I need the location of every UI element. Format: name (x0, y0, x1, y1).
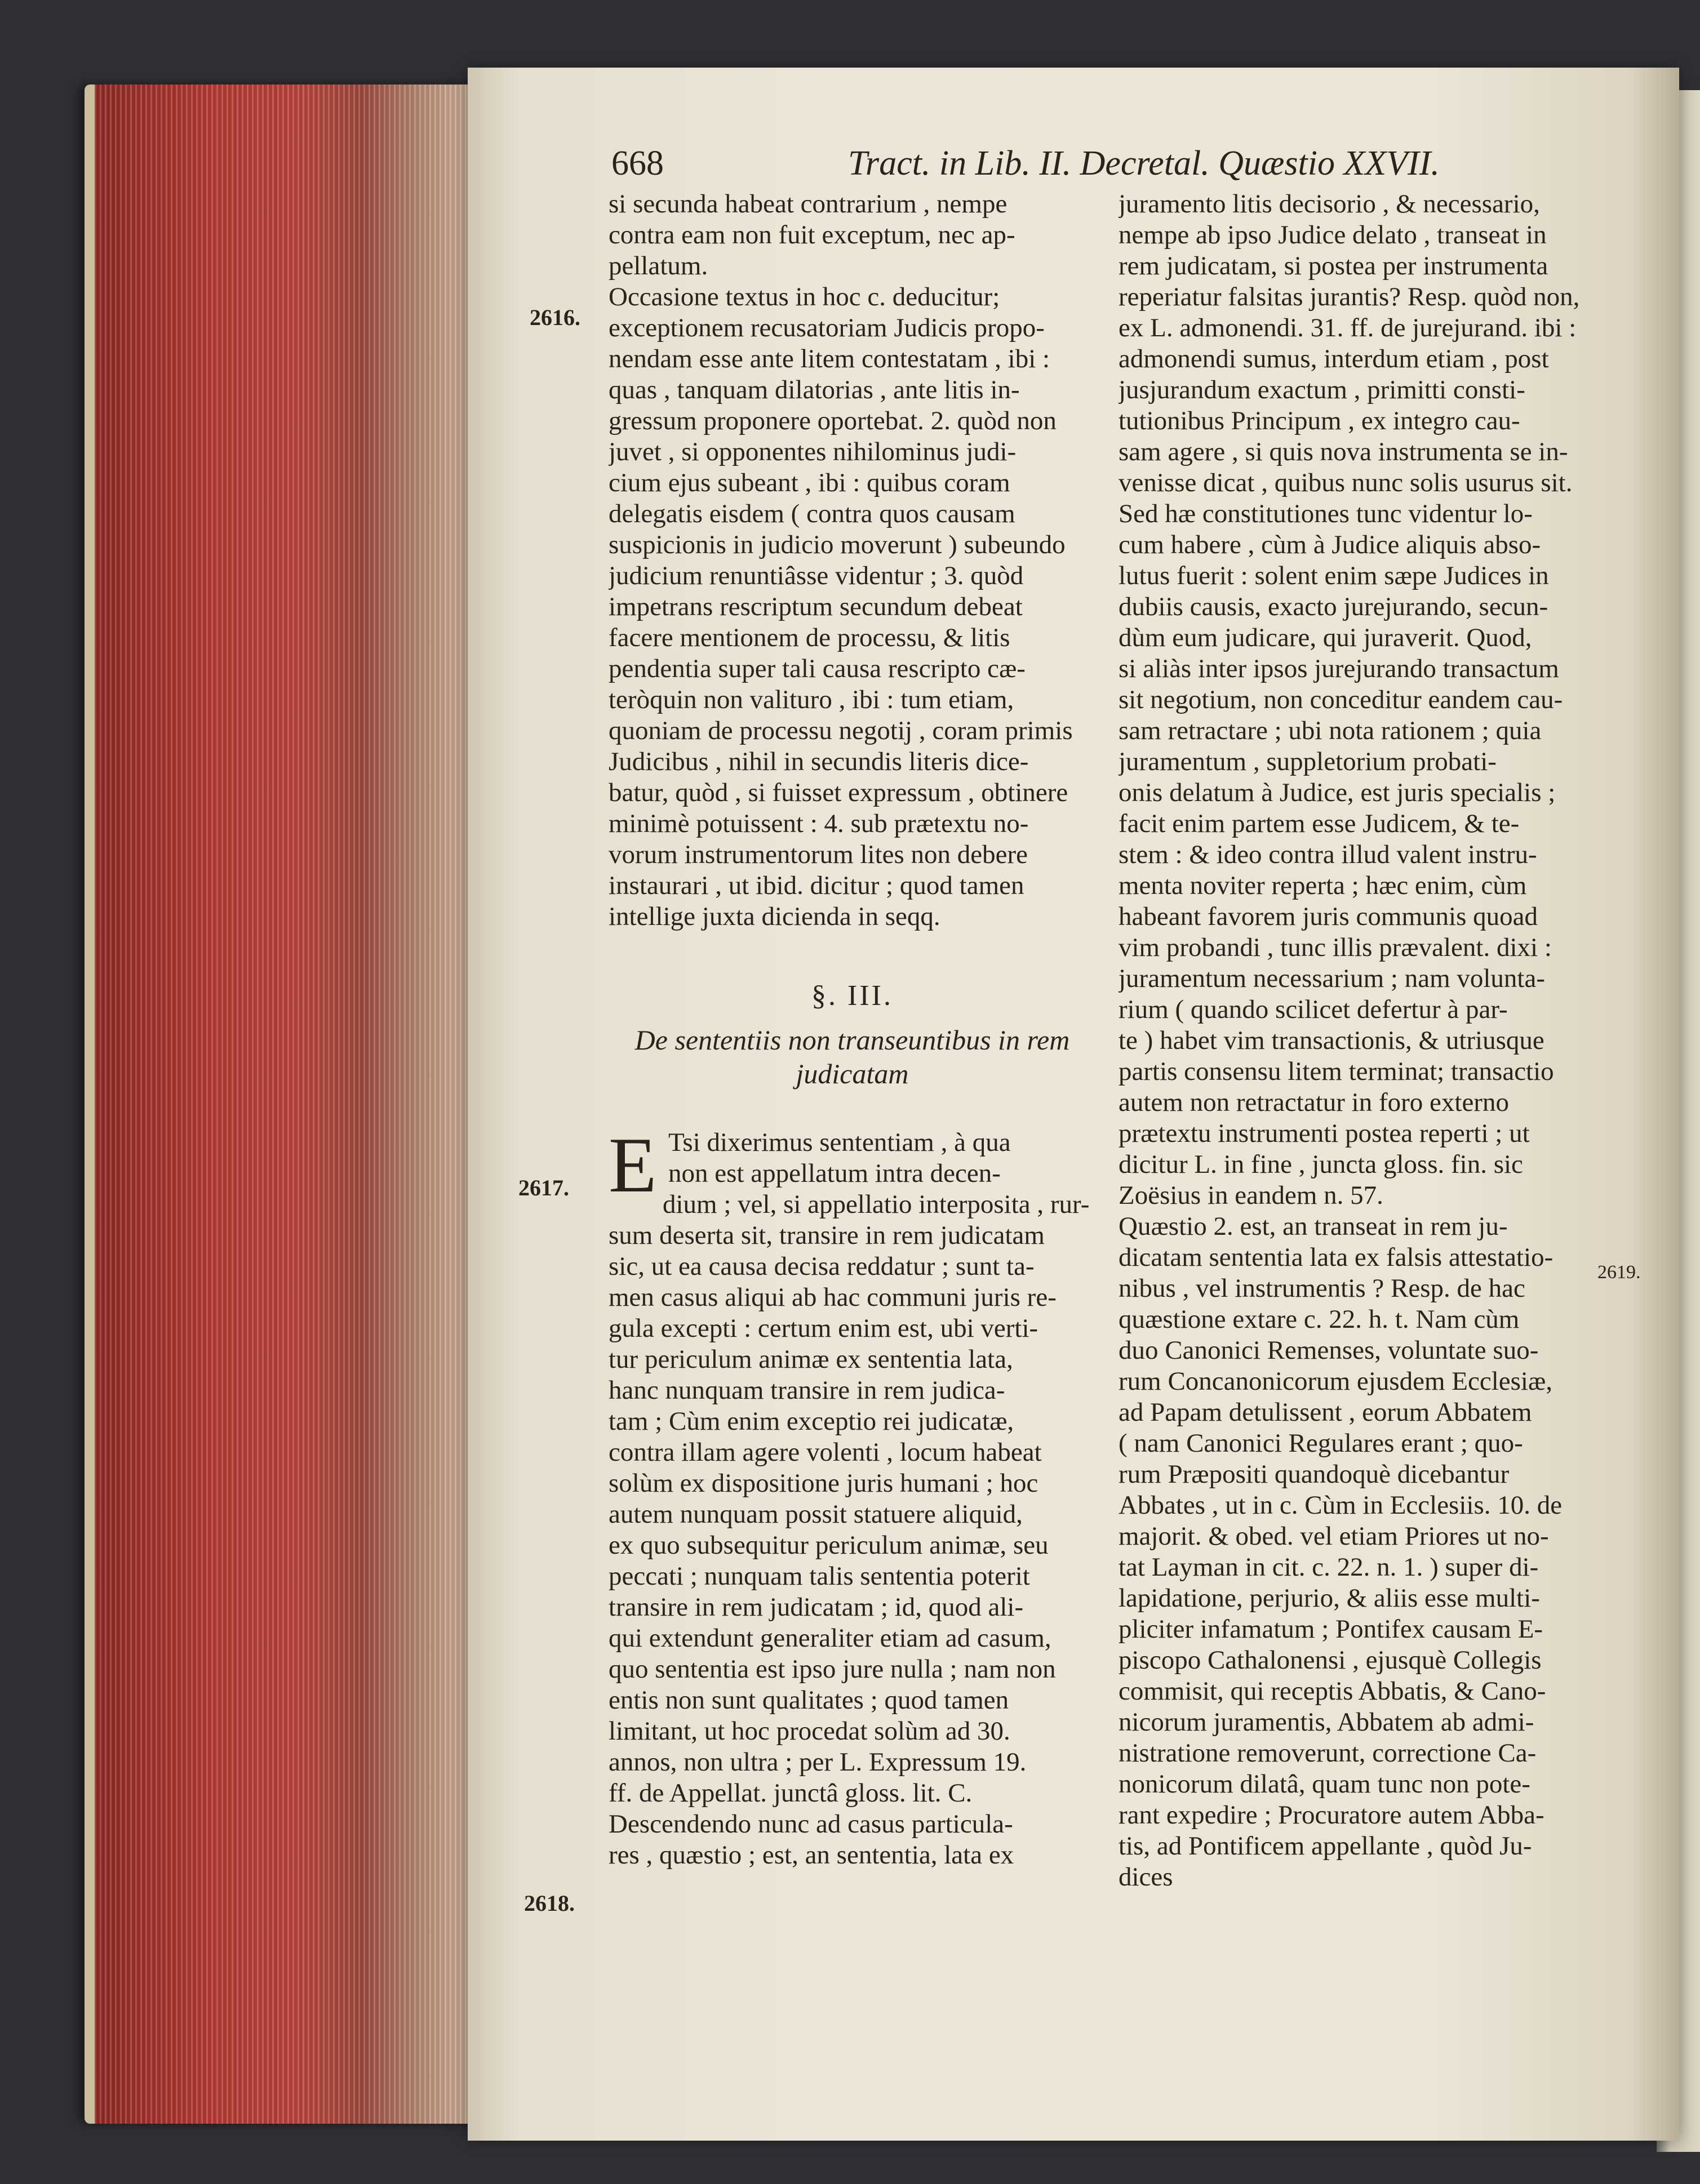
paragraph-with-dropcap (609, 1122, 1096, 1871)
margin-number-2616: 2616. (530, 305, 580, 330)
text-line: nonicorum dilatâ, quam tunc non pote- (1118, 1769, 1530, 1799)
text-line: sit negotium, non conceditur eandem cau- (1118, 685, 1563, 714)
text-line: sam retractare ; ubi nota rationem ; quia (1118, 716, 1542, 745)
text-line: rant expedire ; Procuratore autem Abba- (1118, 1800, 1544, 1830)
text-line: impetrans rescriptum secundum debeat (609, 592, 1023, 621)
text-line: Sed hæ constitutiones tunc videntur lo- (1118, 499, 1533, 528)
text-line: intellige juxta dicienda in seqq. (609, 902, 940, 931)
text-line: ex quo subsequitur periculum animæ, seu (609, 1531, 1049, 1560)
text-line: contra eam non fuit exceptum, nec ap- (609, 220, 1015, 250)
text-line: suspicionis in judicio moverunt ) subeundo (609, 530, 1066, 559)
text-line: batur, quòd , si fuisset expressum , obtinere (609, 778, 1068, 807)
right-column-text (1118, 189, 1586, 1893)
text-line: menta noviter reperta ; hæc enim, cùm (1118, 871, 1527, 900)
margin-number-2617: 2617. (518, 1175, 569, 1200)
running-head (611, 144, 1440, 189)
text-line: onis delatum à Judice, est juris specialis ; (1118, 778, 1556, 807)
text-line: nicorum juramentis, Abbatem ab admi- (1118, 1707, 1534, 1737)
text-line: quæstione extare c. 22. h. t. Nam cùm (1118, 1305, 1520, 1334)
text-line: jusjurandum exactum , primitti consti- (1118, 375, 1525, 404)
text-line: Judicibus , nihil in secundis literis dice- (609, 747, 1029, 776)
text-line: hanc nunquam transire in rem judica- (609, 1376, 1005, 1405)
page-fore-edge (85, 84, 478, 2124)
margin-number-2618: 2618. (524, 1891, 575, 1916)
text-line: tat Layman in cit. c. 22. n. 1. ) super di- (1118, 1553, 1539, 1582)
text-line: Quæstio 2. est, an transeat in rem ju- (1118, 1212, 1508, 1241)
text-line: autem nunquam possit statuere aliquid, (609, 1500, 1023, 1529)
text-line: sum deserta sit, transire in rem judicatam (609, 1221, 1045, 1250)
text-line: teròquin non valituro , ibi : tum etiam, (609, 685, 1014, 714)
text-line: tis, ad Pontificem appellante , quòd Ju- (1118, 1831, 1532, 1861)
text-line: reperiatur falsitas jurantis? Resp. quòd non, (1118, 282, 1580, 312)
text-line: vorum instrumentorum lites non debere (609, 840, 1028, 869)
text-line: sam agere , si quis nova instrumenta se in- (1118, 437, 1568, 466)
text-line: judicium renuntiâsse videntur ; 3. quòd (609, 561, 1024, 590)
text-line: nendam esse ante litem contestatam , ibi : (609, 344, 1050, 373)
text-line: ff. de Appellat. junctâ gloss. lit. C. (609, 1778, 973, 1808)
text-line: cum habere , cùm à Judice aliquis abso- (1118, 530, 1541, 559)
text-line: juramento litis decisorio , & necessario, (1118, 189, 1540, 219)
text-line: gula excepti : certum enim est, ubi verti- (609, 1314, 1038, 1343)
text-line: venisse dicat , quibus nunc solis usurus sit. (1118, 468, 1573, 497)
text-line: partis consensu litem terminat; transactio (1118, 1057, 1554, 1086)
text-line: rium ( quando scilicet defertur à par- (1118, 995, 1508, 1024)
text-line: ad Papam detulissent , eorum Abbatem (1118, 1398, 1532, 1427)
text-line: si aliàs inter ipsos jurejurando transactum (1118, 654, 1559, 683)
text-line: men casus aliqui ab hac communi juris re- (609, 1283, 1057, 1312)
text-line: quas , tanquam dilatorias , ante litis in- (609, 375, 1020, 404)
text-line: quo sententia est ipso jure nulla ; nam non (609, 1654, 1056, 1684)
text-line: facit enim partem esse Judicem, & te- (1118, 809, 1520, 838)
text-line: dices (1118, 1862, 1173, 1892)
text-line: Zoësius in eandem n. 57. (1118, 1181, 1383, 1210)
text-line: annos, non ultra ; per L. Expressum 19. (609, 1747, 1027, 1777)
text-line: tam ; Cùm enim exceptio rei judicatæ, (609, 1407, 1014, 1436)
margin-number-2619: 2619. (1597, 1262, 1641, 1283)
text-line: solùm ex dispositione juris humani ; hoc (609, 1469, 1038, 1498)
text-line: instaurari , ut ibid. dicitur ; quod tamen (609, 871, 1024, 900)
left-column (609, 189, 1096, 1871)
text-line: dicitur L. in fine , juncta gloss. fin. sic (1118, 1150, 1523, 1179)
text-line: Descendendo nunc ad casus particula- (609, 1809, 1013, 1839)
text-line: facere mentionem de processu, & litis (609, 623, 1010, 652)
section-number: §. III. (811, 980, 893, 1012)
section-heading-line-1: De sententiis non transeuntibus in rem (634, 1024, 1070, 1056)
text-line: rum Concanonicorum ejusdem Ecclesiæ, (1118, 1367, 1553, 1396)
text-line: habeant favorem juris communis quoad (1118, 902, 1538, 931)
text-line: dùm eum judicare, qui juraverit. Quod, (1118, 623, 1532, 652)
text-line: minimè potuissent : 4. sub prætextu no- (609, 809, 1029, 838)
text-line: Occasione textus in hoc c. deducitur; (609, 282, 1000, 312)
text-line: sic, ut ea causa decisa reddatur ; sunt ta- (609, 1252, 1035, 1281)
text-line: dium ; vel, si appellatio interposita , rur- (663, 1190, 1090, 1219)
text-line: commisit, qui receptis Abbatis, & Cano- (1118, 1676, 1546, 1706)
text-line: non est appellatum intra decen- (668, 1159, 1001, 1188)
text-line: ( nam Canonici Regulares erant ; quo- (1118, 1429, 1523, 1458)
text-line: rem judicatam, si postea per instrumenta (1118, 251, 1548, 281)
text-line: limitant, ut hoc procedat solùm ad 30. (609, 1716, 1010, 1746)
spacer (609, 1091, 1096, 1127)
text-line: majorit. & obed. vel etiam Priores ut no- (1118, 1522, 1549, 1551)
spacer (609, 932, 1096, 969)
text-line: delegatis eisdem ( contra quos causam (609, 499, 1015, 528)
text-line: nempe ab ipso Judice delato , transeat in (1118, 220, 1547, 250)
page-number: 668 (611, 144, 664, 183)
text-line: juramentum , suppletorium probati- (1118, 747, 1497, 776)
text-line: rum Præpositi quandoquè dicebantur (1118, 1460, 1510, 1489)
left-column-text-b (609, 1122, 1096, 1871)
text-line: tur periculum animæ ex sententia lata, (609, 1345, 1013, 1374)
text-line: entis non sunt qualitates ; quod tamen (609, 1685, 1009, 1715)
text-line: Tsi dixerimus sententiam , à qua (668, 1128, 1011, 1157)
text-line: juramentum necessarium ; nam volunta- (1118, 964, 1546, 993)
text-line: Abbates , ut in c. Cùm in Ecclesiis. 10. de (1118, 1491, 1563, 1520)
right-column (1118, 189, 1586, 1893)
text-line: admonendi sumus, interdum etiam , post (1118, 344, 1549, 373)
text-line: tutionibus Principum , ex integro cau- (1118, 406, 1520, 435)
text-line: exceptionem recusatoriam Judicis propo- (609, 313, 1045, 342)
drop-cap: E (609, 1122, 657, 1209)
text-line: peccati ; nunquam talis sententia poterit (609, 1562, 1030, 1591)
text-line: pendentia super tali causa rescripto cæ- (609, 654, 1026, 683)
text-line: si secunda habeat contrarium , nempe (609, 189, 1007, 219)
text-line: ex L. admonendi. 31. ff. de jurejurand. ibi : (1118, 313, 1577, 342)
text-line: nistratione removerunt, correctione Ca- (1118, 1738, 1537, 1768)
text-line: quoniam de processu negotij , coram primis (609, 716, 1073, 745)
text-line: vim probandi , tunc illis prævalent. dixi : (1118, 933, 1552, 962)
text-line: autem non retractatur in foro externo (1118, 1088, 1509, 1117)
text-line: lutus fuerit : solent enim sæpe Judices in (1118, 561, 1549, 590)
text-line: duo Canonici Remenses, voluntate suo- (1118, 1336, 1539, 1365)
text-line: juvet , si opponentes nihilominus judi- (609, 437, 1017, 466)
text-line: contra illam agere volenti , locum habeat (609, 1438, 1042, 1467)
text-line: stem : & ideo contra illud valent instru- (1118, 840, 1537, 869)
text-line: transire in rem judicatam ; id, quod ali- (609, 1593, 1024, 1622)
text-line: nibus , vel instrumentis ? Resp. de hac (1118, 1274, 1525, 1303)
left-column-text-a (609, 189, 1096, 932)
text-line: dubiis causis, exacto jurejurando, secun- (1118, 592, 1548, 621)
text-line: prætextu instrumenti postea reperti ; ut (1118, 1119, 1530, 1148)
section-heading-line-2: judicatam (796, 1058, 909, 1089)
text-line: gressum proponere oportebat. 2. quòd non (609, 406, 1057, 435)
running-title: Tract. in Lib. II. Decretal. Quæstio XXVII. (848, 144, 1440, 183)
text-line: pliciter infamatum ; Pontifex causam E- (1118, 1614, 1543, 1644)
text-line: lapidatione, perjurio, & aliis esse multi- (1118, 1583, 1540, 1613)
text-line: dicatam sententia lata ex falsis attestatio- (1118, 1243, 1553, 1272)
text-line: pellatum. (609, 251, 708, 281)
text-line: res , quæstio ; est, an sententia, lata ex (609, 1840, 1014, 1870)
text-line: cium ejus subeant , ibi : quibus coram (609, 468, 1010, 497)
text-line: te ) habet vim transactionis, & utriusque (1118, 1026, 1544, 1055)
text-line: qui extendunt generaliter etiam ad casum, (609, 1623, 1051, 1653)
text-line: piscopo Cathalonensi , ejusquè Collegis (1118, 1645, 1542, 1675)
